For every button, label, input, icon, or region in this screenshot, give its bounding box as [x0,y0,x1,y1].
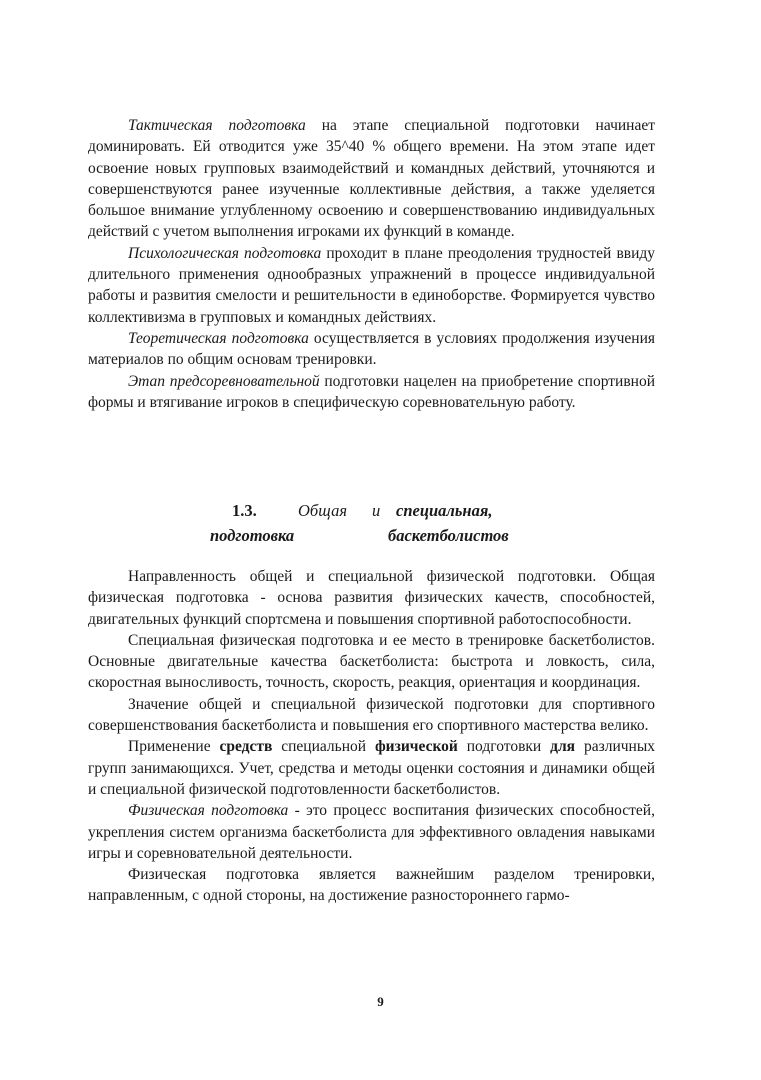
application-bold-physical: физической [374,738,458,756]
heading-line-1 [88,498,655,523]
page-number: 9 [377,994,384,1009]
application-bold-for: для [550,738,576,756]
heading-word-training: подготовка [210,526,295,545]
paragraph-tactical-text: на этапе специальной подготовки начинает доминировать. Ей отводится уже 35^40 % общего времени. На этом этапе идет освоение новых групповых взаимодействий и командных действий, уточняются и совершенствуются ранее изученные коллективные действия, а также уделяется большое внимание углубленному освоению и совершенствованию индивидуальных действий с учетом выполнения игроками их функций в команде. [88,117,655,241]
term-theoretical: Теоретическая подготовка [128,329,309,347]
paragraph-precompetitive [88,371,655,414]
paragraph-physical-definition-text: - это процесс воспитания физических способностей, укрепления систем организма баскетболиста для эффективного овладения навыками игры и соревновательной деятельности. [88,802,655,862]
heading-word-players: баскетболистов [388,526,509,545]
text-block-physical [88,566,655,907]
heading-word-and: и [372,501,381,520]
term-precompetitive: Этап предсоревновательной [128,372,320,390]
paragraph-theoretical [88,328,655,371]
paragraph-physical-definition [88,800,655,864]
paragraph-psychological [88,243,655,328]
application-text-1: Применение [128,738,220,756]
heading-line-2 [88,523,655,548]
application-text-3: подготовки [457,738,551,756]
paragraph-importance: Значение общей и специальной физической подготовки для спортивного совершенствования баскетболиста и повышения его спортивного мастерства велико. [88,695,655,735]
heading-word-special: специальная, [396,501,493,520]
paragraph-application [88,736,655,800]
heading-word-general: Общая [298,501,348,520]
paragraph-general-direction: Направленность общей и специальной физической подготовки. Общая физическая подготовка - основа развития физических качеств, способностей, двигательных функций спортсмена и повышения спортивной работоспособности. [88,568,655,628]
term-tactical: Тактическая подготовка [128,117,306,134]
heading-number: 1.3. [232,501,257,520]
application-text-4: различных групп занимающихся. Учет, средства и методы оценки состояния и динамики общей и специальной физической подготовленности баскетболистов. [88,738,655,798]
text-block-stage [88,115,655,413]
paragraph-psychological-text: проходит в плане преодоления трудностей ввиду длительного применения однообразных упражнений в процессе индивидуальной работы и развития смелости и решительности в единоборстве. Формируется чувство коллективизма в групповых и командных действиях. [88,244,656,326]
term-physical: Физическая подготовка [128,802,289,820]
application-bold-means: средств [219,738,273,756]
section-heading [88,498,655,548]
paragraph-tactical [88,115,655,243]
paragraph-special-physical: Специальная физическая подготовка и ее место в тренировке баскетболистов. Основные двигательные качества баскетболиста: быстрота и ловкость, сила, скоростная выносливость, точность, скорость, реакция, ориентация и координация. [88,631,655,692]
paragraph-precompetitive-text: подготовки нацелен на приобретение спортивной формы и втягивание игроков в специфическую соревновательную работу. [88,372,655,411]
application-text-2: специальной [272,738,375,756]
term-psychological: Психологическая подготовка [128,244,322,262]
paragraph-theoretical-text: осуществляется в условиях продолжения изучения материалов по общим основам тренировки. [88,329,656,369]
paragraph-physical-importance: Физическая подготовка является важнейшим разделом тренировки, направленным, с одной стороны, на достижение разностороннего гармо- [88,866,655,905]
